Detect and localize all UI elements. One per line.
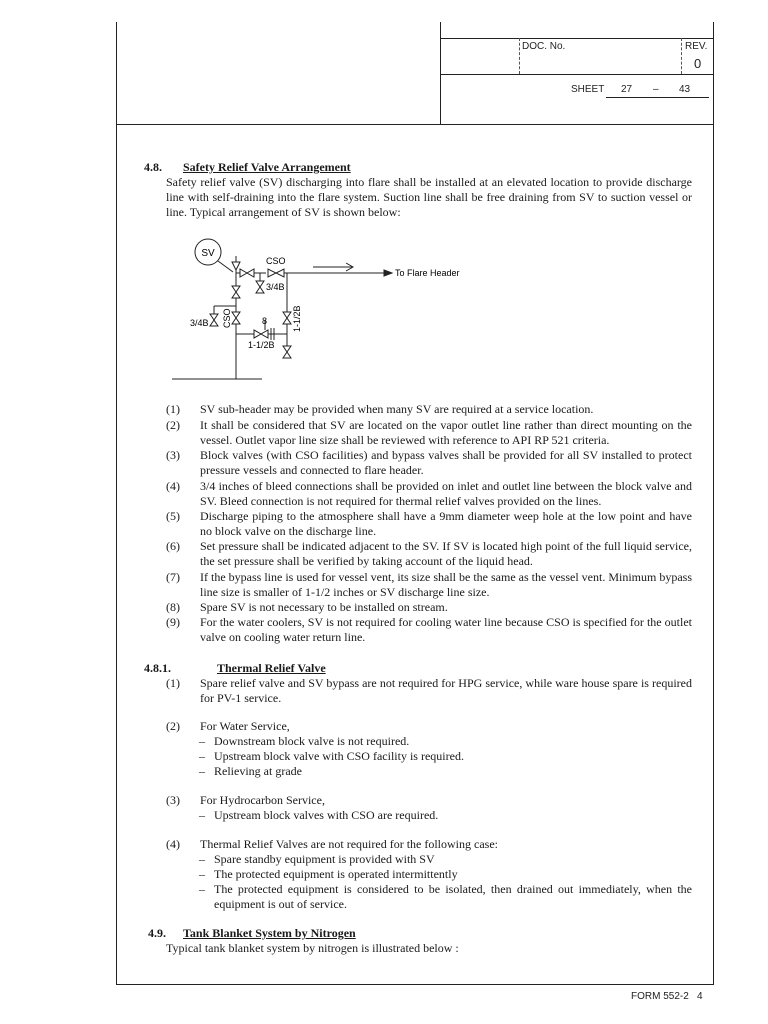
- header-divider: [117, 124, 713, 125]
- diagram-weep: 8: [262, 316, 268, 326]
- diagram-bypass-bottom: 1-1/2B: [248, 340, 275, 350]
- section-4-8-heading: [144, 160, 351, 175]
- section-4-8-1-heading: [144, 661, 326, 676]
- sv-arrangement-diagram: [170, 236, 470, 386]
- diagram-bleed-left: 3/4B: [190, 318, 209, 328]
- rev-value: 0: [694, 56, 702, 71]
- diagram-flare-label: To Flare Header: [395, 268, 460, 278]
- section-number: 4.8.1.: [144, 661, 171, 675]
- section-title: Safety Relief Valve Arrangement: [183, 160, 351, 174]
- diagram-bleed-top: 3/4B: [266, 282, 285, 292]
- footer-form: FORM 552-2: [631, 991, 689, 1002]
- section-title: Thermal Relief Valve: [217, 661, 326, 675]
- diagram-cso-left: CSO: [222, 308, 232, 328]
- footer-page: 4: [697, 991, 703, 1002]
- sheet-current: 27: [621, 84, 633, 95]
- section-number: 4.8.: [144, 160, 162, 174]
- doc-no-label: DOC. No.: [522, 41, 566, 52]
- sheet-dash: –: [653, 84, 659, 95]
- section-4-8-intro: Safety relief valve (SV) discharging into flare shall be installed at an elevated location to provide discharge line with self-draining into the flare system. Suction line shall be free draining from SV to suction vessel or line. Typical arrangement of SV is shown below:: [166, 175, 692, 219]
- section-number: 4.9.: [148, 926, 166, 940]
- section-4-9-heading: [148, 926, 356, 941]
- section-4-9-intro: Typical tank blanket system by nitrogen is illustrated below :: [166, 941, 459, 955]
- sheet-total: 43: [679, 84, 691, 95]
- diagram-sv-label: SV: [201, 248, 215, 259]
- section-title: Tank Blanket System by Nitrogen: [183, 926, 356, 940]
- title-block: [440, 22, 714, 124]
- sheet-label: SHEET: [571, 84, 605, 95]
- rev-label: REV.: [685, 41, 708, 52]
- diagram-cso-top: CSO: [266, 256, 286, 266]
- diagram-bypass-vertical: 1-1/2B: [292, 305, 302, 332]
